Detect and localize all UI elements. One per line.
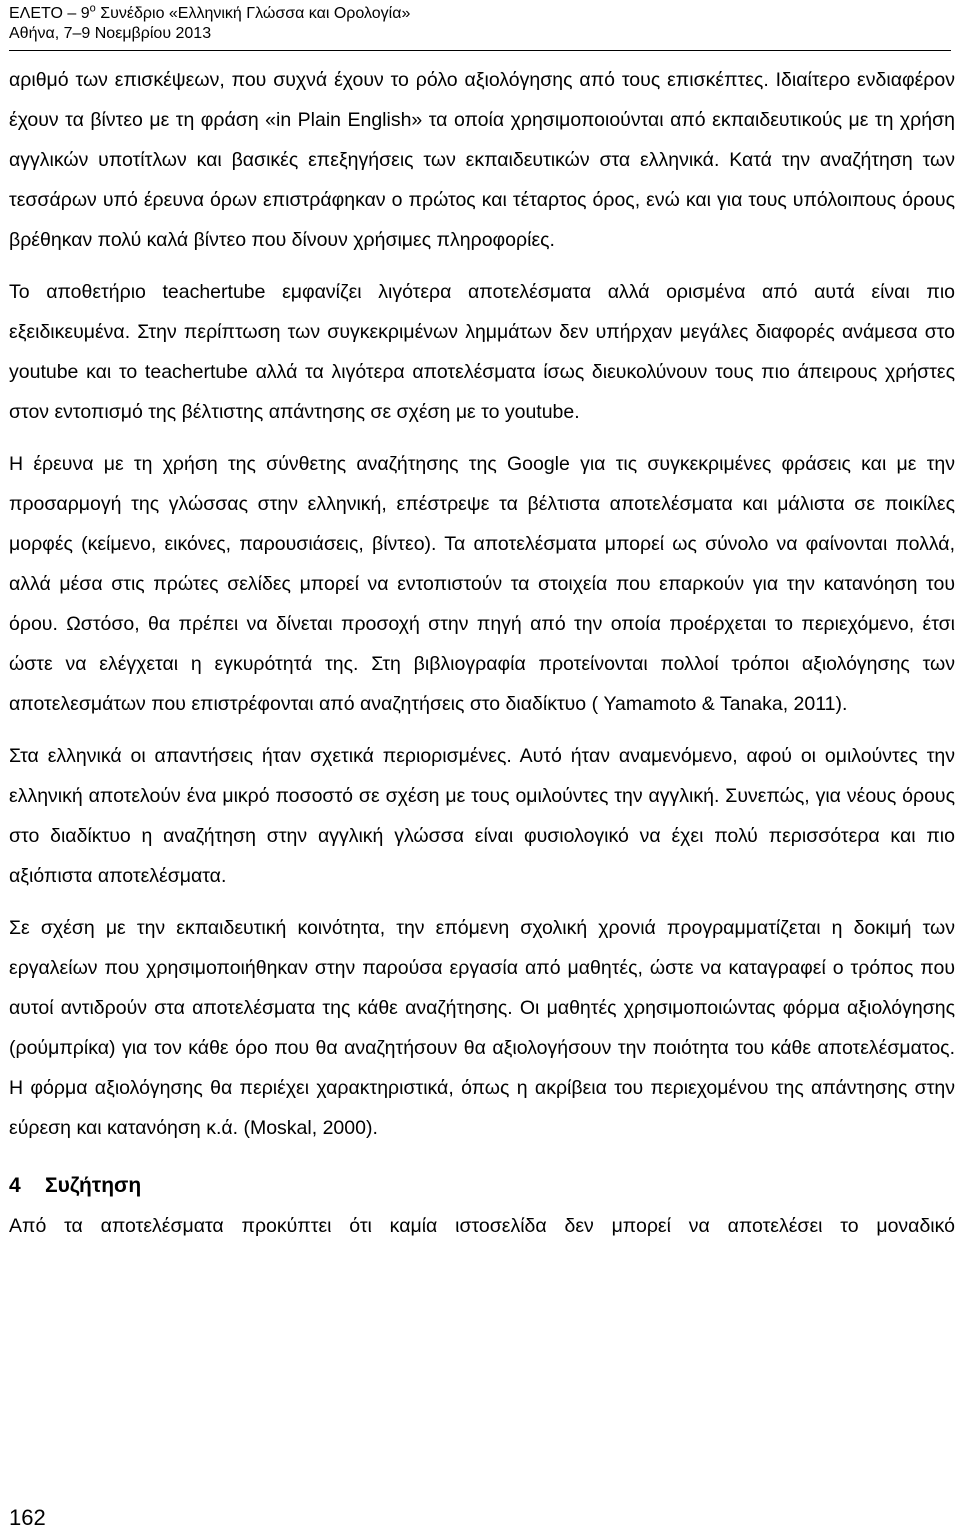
paragraph-google-search: Η έρευνα με τη χρήση της σύνθετης αναζήτησης της Google για τις συγκεκριμένες φράσεις και με την προσαρμογή της γλώσσας στην ελληνική, επέστρεψε τα βέλτιστα αποτελέσματα και μάλιστα σε ποικίλες μορφές (κείμενο, εικόνες, παρουσιάσεις, βίντεο). Τα αποτελέσματα μπορεί ως σύνολο να φαίνονται πολλά, αλλά μέσα στις πρώτες σελίδες μπορεί να εντοπιστούν τα στοιχεία που επαρκούν για την κατανόηση του όρου. Ωστόσο, θα πρέπει να δίνεται προσοχή στην πηγή από την οποία προέρχεται το περιεχόμενο, έτσι ώστε να ελέγχεται η εγκυρότητά της. Στη βιβλιογραφία προτείνονται πολλοί τρόποι αξιολόγησης των αποτελεσμάτων που επιστρέφονται από αναζητήσεις στο διαδίκτυο ( Yamamoto & Tanaka, 2011).	[9, 453, 955, 715]
paragraph-teachertube: Το αποθετήριο teachertube εμφανίζει λιγότερα αποτελέσματα αλλά ορισμένα από αυτά είναι πιο εξειδικευμένα. Στην περίπτωση των συγκεκριμένων λημμάτων δεν υπήρχαν μεγάλες διαφορές ανάμεσα στο youtube και το teachertube αλλά τα λιγότερα αποτελέσματα ίσως διευκολύνουν τους πιο άπειρους χρήστες στον εντοπισμό της βέλτιστης απάντησης σε σχέση με το youtube.	[9, 281, 955, 423]
paragraph-greek-results: Στα ελληνικά οι απαντήσεις ήταν σχετικά περιορισμένες. Αυτό ήταν αναμενόμενο, αφού οι ομιλούντες την ελληνική αποτελούν ένα μικρό ποσοστό σε σχέση με τους ομιλούντες την αγγλική. Συνεπώς, για νέους όρους στο διαδίκτυο η αναζήτηση στην αγγλική γλώσσα είναι φυσιολογικό να έχει πολύ περισσότερα και πιο αξιόπιστα αποτελέσματα.	[9, 745, 955, 887]
section-heading	[9, 1166, 955, 1206]
paragraph-video-evaluation: αριθμό των επισκέψεων, που συχνά έχουν το ρόλο αξιολόγησης από τους επισκέπτες. Ιδιαίτερο ενδιαφέρον έχουν τα βίντεο με τη φράση «in Plain English» τα οποία χρησιμοποιούνται από εκπαιδευτικούς με τη χρήση αγγλικών υποτίτλων και βασικές επεξηγήσεις των εκπαιδευτικών στα ελληνικά. Κατά την αναζήτηση των τεσσάρων υπό έρευνα όρων επιστράφηκαν ο πρώτος και τέταρτος όρος, ενώ και για τους υπόλοιπους όρους βρέθηκαν πολύ καλά βίντεο που δίνουν χρήσιμες πληροφορίες.	[9, 69, 955, 251]
section-title: Συζήτηση	[45, 1174, 142, 1197]
header-conference-line	[9, 4, 410, 24]
page-number: 162	[9, 1505, 46, 1530]
header-conference-title: Συνέδριο «Ελληνική Γλώσσα και Ορολογία»	[95, 5, 411, 22]
paragraph-discussion-start: Από τα αποτελέσματα προκύπτει ότι καμία ιστοσελίδα δεν μπορεί να αποτελέσει το μοναδικό	[9, 1215, 955, 1237]
header-divider	[9, 50, 951, 51]
header-location-date: Αθήνα, 7–9 Νοεμβρίου 2013	[9, 25, 212, 42]
header-conference-prefix: ΕΛΕΤΟ – 9	[9, 5, 90, 22]
page-header	[9, 4, 410, 44]
body-text	[9, 60, 955, 1246]
section-number: 4	[9, 1174, 21, 1197]
header-ordinal-superscript: ο	[89, 2, 96, 15]
paragraph-educational-community: Σε σχέση με την εκπαιδευτική κοινότητα, την επόμενη σχολική χρονιά προγραμματίζεται η δοκιμή των εργαλείων που χρησιμοποιήθηκαν στην παρούσα εργασία από μαθητές, ώστε να καταγραφεί ο τρόπος που αυτοί αντιδρούν στα αποτελέσματα της κάθε αναζήτησης. Οι μαθητές χρησιμοποιώντας φόρμα αξιολόγησης (ρούμπρίκα) για τον κάθε όρο που θα αναζητήσουν θα αξιολογήσουν την ποιότητα του κάθε αποτελέσματος. Η φόρμα αξιολόγησης θα περιέχει χαρακτηριστικά, όπως η ακρίβεια του περιεχομένου της απάντησης στην εύρεση και κατανόηση κ.ά. (Moskal, 2000).	[9, 917, 955, 1139]
